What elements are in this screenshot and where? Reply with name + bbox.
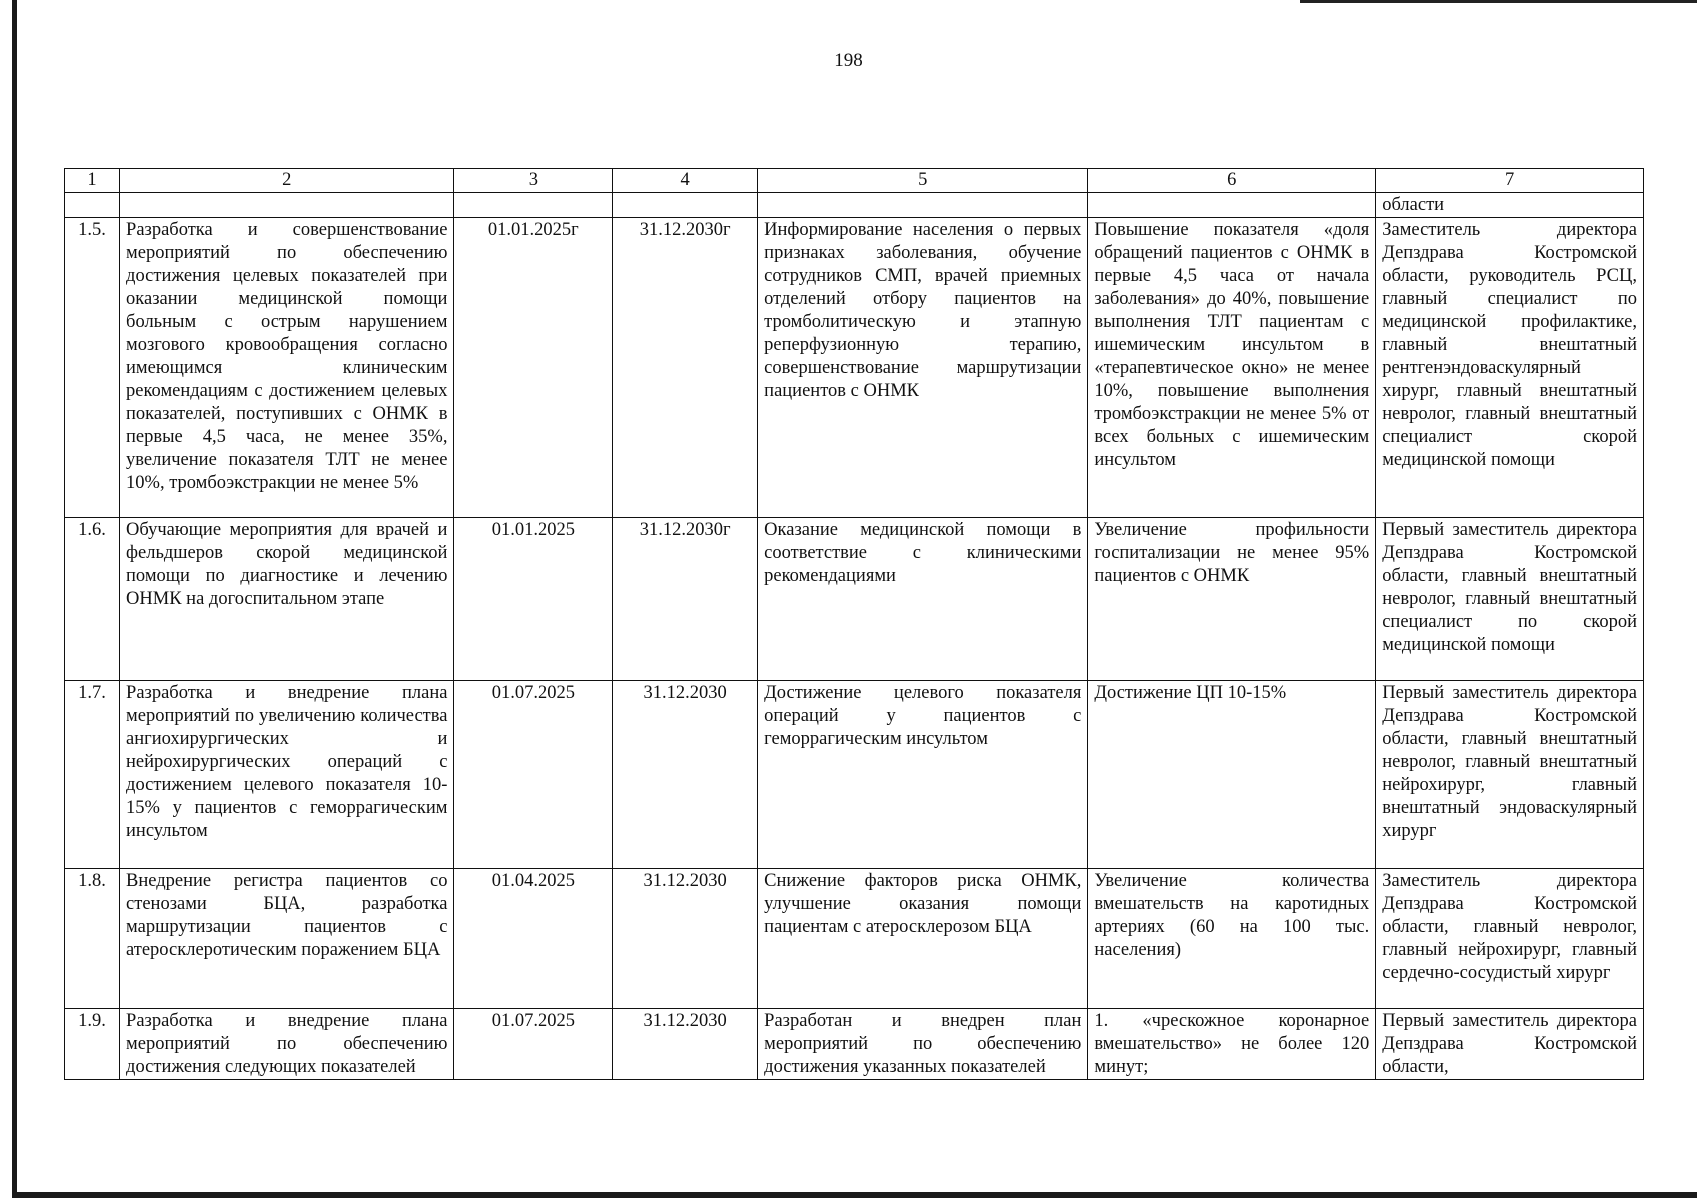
column-header: 3 [454,169,613,193]
activity-cell: Разработка и внедрение плана мероприятий по увеличению количества ангиохирургических и нейрохирургических операций с достижением целевого показателя 10-15% у пациентов с геморрагическим инсультом [120,681,454,869]
start-date-cell: 01.07.2025 [454,1009,613,1080]
scan-border-left [12,0,17,1194]
row-number: 1.7. [65,681,120,869]
responsible-cell: Первый заместитель директора Депздрава Костромской области, главный внештатный невролог, главный внештатный специалист по скорой медицинской помощи [1376,518,1644,681]
row-number: 1.6. [65,518,120,681]
table-cell [1088,193,1376,218]
start-date-cell: 01.01.2025г [454,218,613,518]
responsible-cell: Первый заместитель директора Депздрава Костромской области, главный внештатный невролог, главный внештатный нейрохирург, главный внештатный эндоваскулярный хирург [1376,681,1644,869]
responsible-cell: Первый заместитель директора Депздрава Костромской области, [1376,1009,1644,1080]
start-date-cell: 01.07.2025 [454,681,613,869]
description-cell: Информирование населения о первых признаках заболевания, обучение сотрудников СМП, врачей приемных отделений отбору пациентов на тромболитическую и этапную реперфузионную терапию, совершенствование маршрутизации пациентов с ОНМК [758,218,1088,518]
activity-cell: Разработка и внедрение плана мероприятий по обеспечению достижения следующих показателей [120,1009,454,1080]
end-date-cell: 31.12.2030 [613,869,758,1009]
end-date-cell: 31.12.2030 [613,681,758,869]
column-header: 4 [613,169,758,193]
page-number: 198 [834,50,863,71]
result-cell: Увеличение профильности госпитализации не менее 95% пациентов с ОНМК [1088,518,1376,681]
table-cell [758,193,1088,218]
table-row [65,1009,1644,1080]
description-cell: Оказание медицинской помощи в соответствие с клиническими рекомендациями [758,518,1088,681]
column-header: 6 [1088,169,1376,193]
continuation-cell: области [1376,193,1644,218]
table-row [65,218,1644,518]
column-header: 7 [1376,169,1644,193]
scan-border-bottom [12,1192,1697,1198]
end-date-cell: 31.12.2030 [613,1009,758,1080]
description-cell: Достижение целевого показателя операций у пациентов с геморрагическим инсультом [758,681,1088,869]
column-header: 1 [65,169,120,193]
row-number: 1.5. [65,218,120,518]
result-cell: Повышение показателя «доля обращений пациентов с ОНМК в первые 4,5 часа от начала заболевания» до 40%, повышение выполнения ТЛТ пациентам с ишемическим инсультом в «терапевтическое окно» не менее 10%, повышение выполнения тромбоэкстракции не менее 5% от всех больных с ишемическим инсультом [1088,218,1376,518]
description-cell: Снижение факторов риска ОНМК, улучшение оказания помощи пациентам с атеросклерозом БЦА [758,869,1088,1009]
table-cell [454,193,613,218]
table-row [65,681,1644,869]
continuation-row [65,193,1644,218]
responsible-cell: Заместитель директора Депздрава Костромской области, главный невролог, главный нейрохирург, главный сердечно-сосудистый хирург [1376,869,1644,1009]
table-cell [65,193,120,218]
description-cell: Разработан и внедрен план мероприятий по обеспечению достижения указанных показателей [758,1009,1088,1080]
table-row [65,518,1644,681]
result-cell: Увеличение количества вмешательств на каротидных артериях (60 на 100 тыс. населения) [1088,869,1376,1009]
table-header-row [65,169,1644,193]
end-date-cell: 31.12.2030г [613,518,758,681]
row-number: 1.8. [65,869,120,1009]
table-cell [120,193,454,218]
column-header: 2 [120,169,454,193]
row-number: 1.9. [65,1009,120,1080]
scan-border-top [1300,0,1697,3]
result-cell: 1. «чрескожное коронарное вмешательство» не более 120 минут; [1088,1009,1376,1080]
activity-cell: Обучающие мероприятия для врачей и фельдшеров скорой медицинской помощи по диагностике и лечению ОНМК на догоспитальном этапе [120,518,454,681]
table-row [65,869,1644,1009]
column-header: 5 [758,169,1088,193]
start-date-cell: 01.04.2025 [454,869,613,1009]
end-date-cell: 31.12.2030г [613,218,758,518]
result-cell: Достижение ЦП 10-15% [1088,681,1376,869]
start-date-cell: 01.01.2025 [454,518,613,681]
responsible-cell: Заместитель директора Депздрава Костромской области, руководитель РСЦ, главный специалист по медицинской профилактике, главный внештатный рентгенэндоваскулярный хирург, главный внештатный невролог, главный внештатный специалист скорой медицинской помощи [1376,218,1644,518]
plan-table [64,168,1644,1080]
table-cell [613,193,758,218]
activity-cell: Внедрение регистра пациентов со стенозами БЦА, разработка маршрутизации пациентов с атеросклеротическим поражением БЦА [120,869,454,1009]
activity-cell: Разработка и совершенствование мероприятий по обеспечению достижения целевых показателей при оказании медицинской помощи больным с острым нарушением мозгового кровообращения согласно имеющимся клиническим рекомендациям с достижением целевых показателей, поступивших с ОНМК в первые 4,5 часа, не менее 35%, увеличение показателя ТЛТ не менее 10%, тромбоэкстракции не менее 5% [120,218,454,518]
